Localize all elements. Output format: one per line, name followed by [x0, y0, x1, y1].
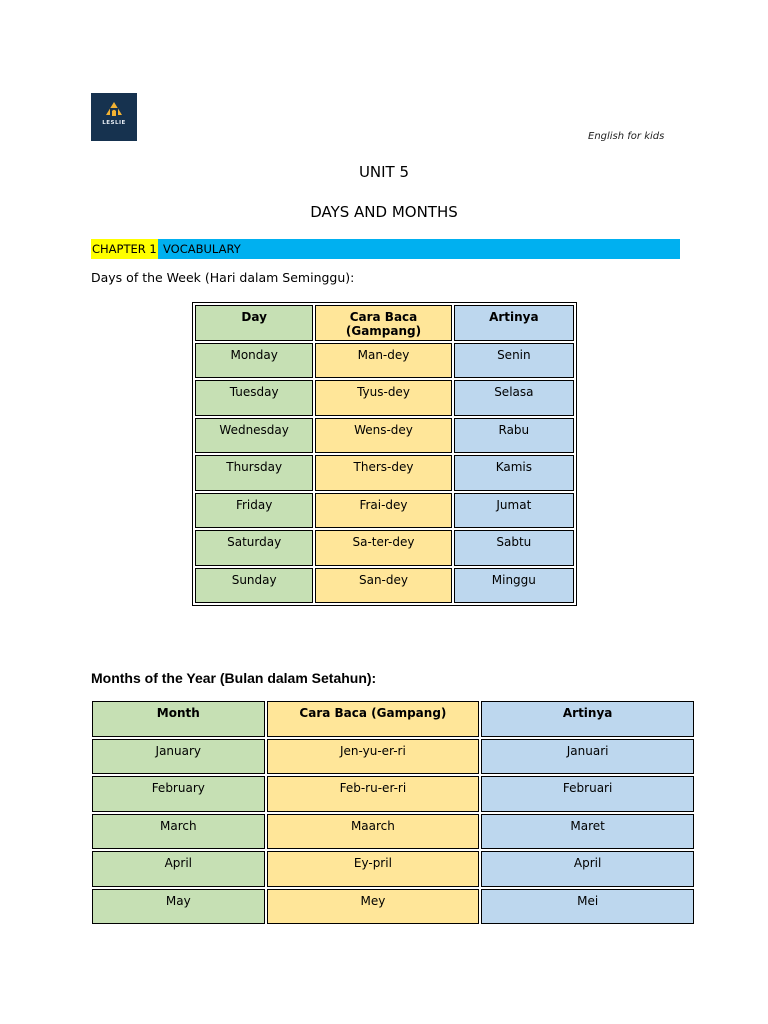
reading-cell: Tyus-dey	[315, 380, 451, 416]
meaning-cell: Senin	[454, 343, 574, 379]
days-heading: Days of the Week (Hari dalam Seminggu):	[91, 270, 355, 285]
meaning-cell: April	[481, 851, 694, 887]
day-cell: Saturday	[195, 530, 313, 566]
months-table	[90, 699, 696, 926]
month-cell: February	[92, 776, 265, 812]
day-cell: Wednesday	[195, 418, 313, 454]
meaning-cell: Minggu	[454, 568, 574, 604]
page-title: DAYS AND MONTHS	[310, 203, 458, 221]
month-cell: April	[92, 851, 265, 887]
column-header-meaning: Artinya	[481, 701, 694, 737]
meaning-cell: Sabtu	[454, 530, 574, 566]
school-logo	[91, 93, 137, 141]
day-cell: Friday	[195, 493, 313, 529]
column-header-meaning: Artinya	[454, 305, 574, 341]
table-row	[92, 776, 694, 812]
unit-title: UNIT 5	[358, 163, 410, 181]
column-header-reading: Cara Baca (Gampang)	[267, 701, 480, 737]
table-row	[195, 418, 574, 454]
days-table	[192, 302, 577, 606]
table-row	[195, 530, 574, 566]
reading-cell: Thers-dey	[315, 455, 451, 491]
table-row	[92, 739, 694, 775]
reading-cell: Ey-pril	[267, 851, 480, 887]
logo-emblem-icon	[91, 93, 137, 141]
chapter-number: CHAPTER 1	[91, 239, 158, 259]
reading-cell: Wens-dey	[315, 418, 451, 454]
reading-cell: Frai-dey	[315, 493, 451, 529]
table-header-row	[195, 305, 574, 341]
reading-cell: Feb-ru-er-ri	[267, 776, 480, 812]
chapter-name: VOCABULARY	[163, 242, 241, 256]
table-row	[195, 343, 574, 379]
day-cell: Monday	[195, 343, 313, 379]
day-cell: Thursday	[195, 455, 313, 491]
reading-cell: San-dey	[315, 568, 451, 604]
day-cell: Sunday	[195, 568, 313, 604]
meaning-cell: Mei	[481, 889, 694, 925]
table-row	[195, 493, 574, 529]
meaning-cell: Kamis	[454, 455, 574, 491]
column-header-reading: Cara Baca (Gampang)	[315, 305, 451, 341]
reading-cell: Maarch	[267, 814, 480, 850]
reading-cell: Sa-ter-dey	[315, 530, 451, 566]
reading-cell: Man-dey	[315, 343, 451, 379]
meaning-cell: Jumat	[454, 493, 574, 529]
table-row	[195, 568, 574, 604]
meaning-cell: Januari	[481, 739, 694, 775]
month-cell: January	[92, 739, 265, 775]
month-cell: May	[92, 889, 265, 925]
logo-text: LESLIE	[102, 120, 126, 126]
table-row	[92, 851, 694, 887]
column-header-month: Month	[92, 701, 265, 737]
column-header-day: Day	[195, 305, 313, 341]
table-row	[195, 380, 574, 416]
meaning-cell: Rabu	[454, 418, 574, 454]
meaning-cell: Selasa	[454, 380, 574, 416]
meaning-cell: Februari	[481, 776, 694, 812]
table-row	[195, 455, 574, 491]
chapter-bar	[91, 239, 680, 259]
day-cell: Tuesday	[195, 380, 313, 416]
table-header-row	[92, 701, 694, 737]
table-row	[92, 814, 694, 850]
tagline: English for kids	[588, 131, 665, 142]
table-row	[92, 889, 694, 925]
meaning-cell: Maret	[481, 814, 694, 850]
reading-cell: Jen-yu-er-ri	[267, 739, 480, 775]
months-heading: Months of the Year (Bulan dalam Setahun):	[91, 670, 377, 686]
reading-cell: Mey	[267, 889, 480, 925]
month-cell: March	[92, 814, 265, 850]
